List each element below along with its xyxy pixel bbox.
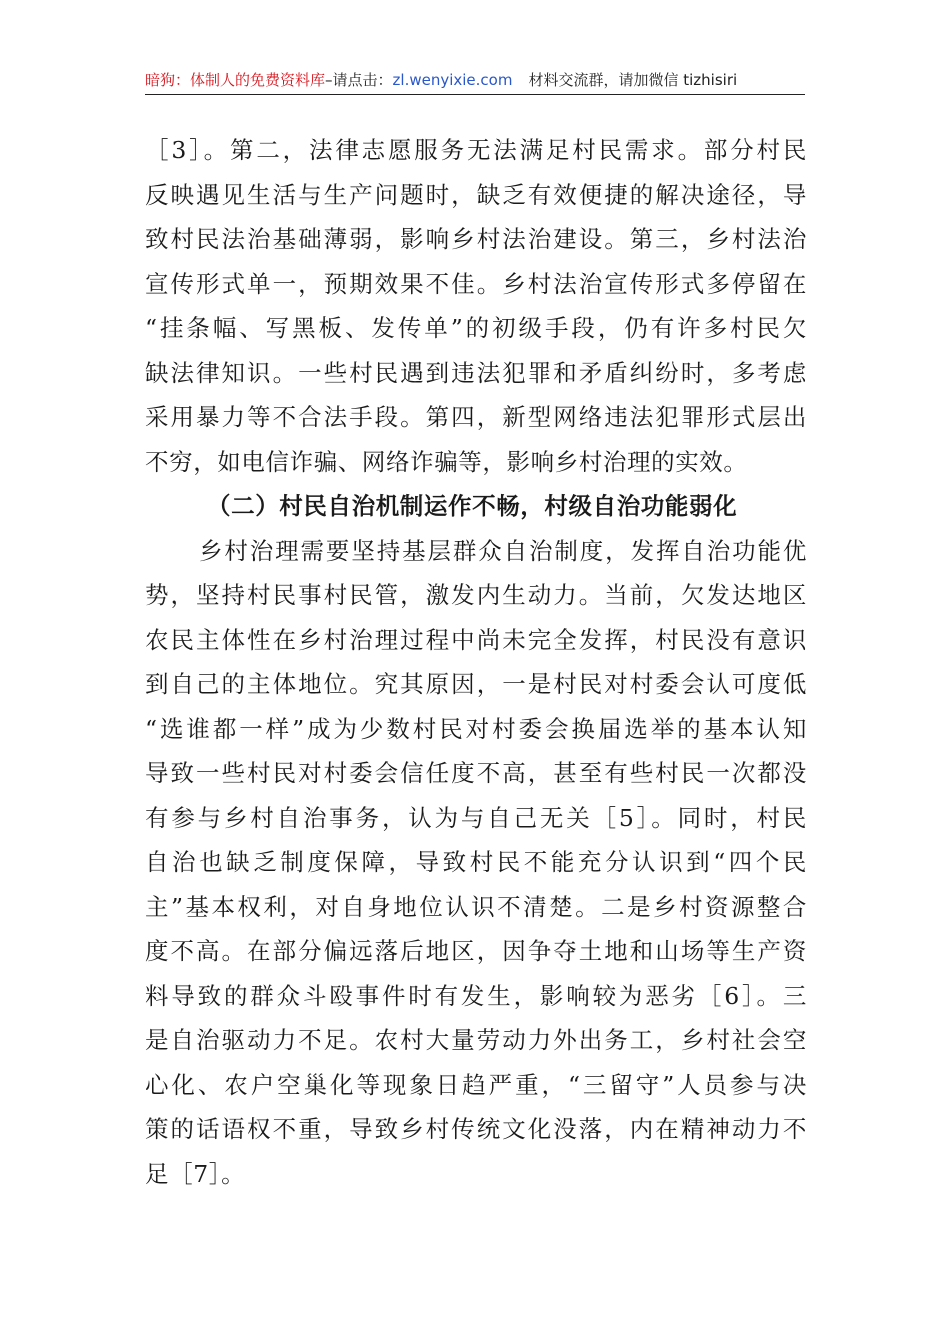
section-heading: （二）村民自治机制运作不畅，村级自治功能弱化 — [207, 492, 738, 520]
paragraph1-line-6: 缺法律知识。一些村民遇到违法犯罪和矛盾纠纷时，多考虑 — [145, 358, 807, 387]
paragraph2-line-13: 心化、农户空巢化等现象日趋严重，“三留守”人员参与决 — [145, 1070, 807, 1099]
paragraph2-line-8: 自治也缺乏制度保障，导致村民不能充分认识到“四个民 — [145, 848, 807, 876]
paragraph2-line-14: 策的话语权不重，导致乡村传统文化没落，内在精神动力不 — [145, 1115, 807, 1143]
paragraph2-line-4: 到自己的主体地位。究其原因，一是村民对村委会认可度低 — [145, 670, 807, 698]
paragraph1-line-7: 采用暴力等不合法手段。第四，新型网络违法犯罪形式层出 — [145, 403, 807, 431]
header-click-label: –请点击： — [325, 71, 393, 89]
paragraph2-line-9: 主”基本权利，对自身地位认识不清楚。二是乡村资源整合 — [145, 892, 807, 921]
paragraph2-line-2: 势，坚持村民事村民管，激发内生动力。当前，欠发达地区 — [145, 581, 807, 609]
paragraph2-line-11: 料导致的群众斗殴事件时有发生，影响较为恶劣［6］。三 — [145, 981, 807, 1010]
paragraph2-line-6: 导致一些村民对村委会信任度不高，甚至有些村民一次都没 — [145, 759, 807, 787]
paragraph2-line-15: 足［7］。 — [145, 1159, 246, 1188]
paragraph2-line-5: “选谁都一样”成为少数村民对村委会换届选举的基本认知 — [145, 714, 807, 743]
paragraph2-line-1: 乡村治理需要坚持基层群众自治制度，发挥自治功能优 — [199, 536, 807, 565]
paragraph1-line-8: 不穷，如电信诈骗、网络诈骗等，影响乡村治理的实效。 — [145, 447, 748, 476]
header-url-link[interactable]: zl.wenyixie.com — [392, 71, 513, 89]
header-group-note: 材料交流群，请加微信 tizhisiri — [528, 71, 738, 89]
paragraph1-line-1: ［3］。第二，法律志愿服务无法满足村民需求。部分村民 — [145, 136, 807, 164]
paragraph2-line-7: 有参与乡村自治事务，认为与自己无关［5］。同时，村民 — [145, 803, 807, 832]
paragraph1-line-2: 反映遇见生活与生产问题时，缺乏有效便捷的解决途径，导 — [145, 180, 807, 209]
paragraph2-line-3: 农民主体性在乡村治理过程中尚未完全发挥，村民没有意识 — [145, 625, 807, 654]
paragraph1-line-4: 宣传形式单一，预期效果不佳。乡村法治宣传形式多停留在 — [145, 269, 807, 298]
paragraph1-line-5: “挂条幅、写黑板、发传单”的初级手段，仍有许多村民欠 — [145, 314, 807, 342]
paragraph2-line-12: 是自治驱动力不足。农村大量劳动力外出务工，乡村社会空 — [145, 1026, 807, 1054]
document-body — [145, 128, 807, 1196]
page-header — [145, 66, 805, 95]
paragraph2-line-10: 度不高。在部分偏远落后地区，因争夺土地和山场等生产资 — [145, 937, 807, 965]
header-brand: 暗狗：体制人的免费资料库 — [145, 71, 326, 89]
paragraph1-line-3: 致村民法治基础薄弱，影响乡村法治建设。第三，乡村法治 — [145, 225, 807, 253]
